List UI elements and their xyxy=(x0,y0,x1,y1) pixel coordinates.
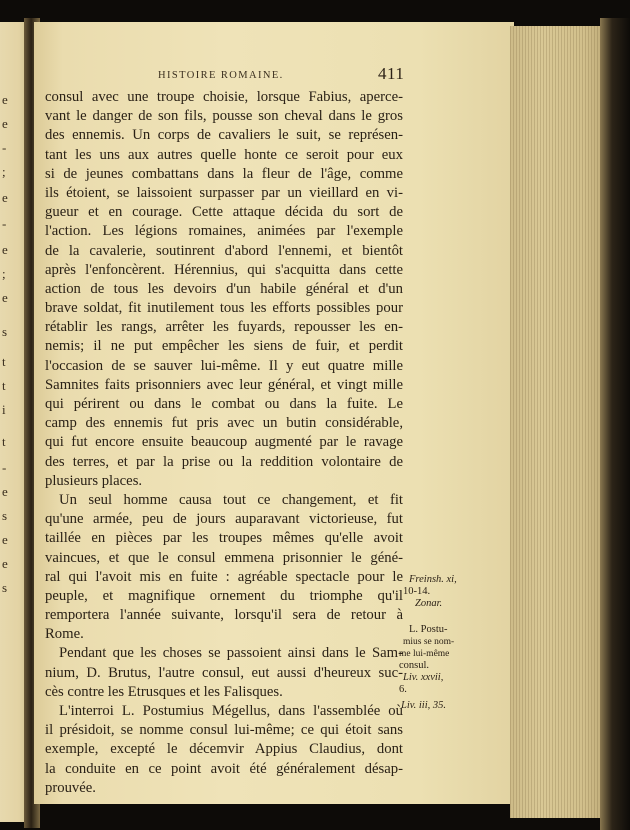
margin-note-line: 10-14. xyxy=(403,586,431,597)
text-line: consul avec une troupe choisie, lorsque Fabius, aperce- xyxy=(45,89,403,105)
margin-note-line: Liv. iii, 35. xyxy=(401,700,447,711)
text-line: de la cavalerie, soutinrent d'abord l'ennemi, et bientôt xyxy=(45,242,403,259)
left-page-fragment: e xyxy=(2,532,8,547)
text-line: tant les uns aux autres quelle honte ce seroit pour eux xyxy=(45,146,403,163)
running-head: HISTOIRE ROMAINE. xyxy=(158,70,284,81)
fore-edge-shadow xyxy=(600,18,630,830)
text-line: il présidoit, se nomme consul lui-même; ce qui étoit sans xyxy=(45,722,403,739)
text-line: nemis; il ne put empêcher les siens de fuir, et perdit xyxy=(45,338,403,355)
left-page-fragment: t xyxy=(2,378,6,393)
text-line: prouvée. xyxy=(45,779,96,796)
margin-note-line: L. Postu- xyxy=(409,624,448,635)
text-line: la conduite en ce point avoit été généralement désap- xyxy=(45,760,403,777)
text-line: des terres, et par la prise ou la reddition volontaire de xyxy=(45,453,403,470)
text-line: brave soldat, fit inutilement tous les efforts possibles pour xyxy=(45,300,403,317)
margin-note-freinsheim xyxy=(403,574,493,610)
text-line: l'occasion de se sauver lui-même. Il y eut quatre mille xyxy=(45,357,403,374)
text-line: après l'enfoncèrent. Hérennius, qui s'acquitta dans cette xyxy=(45,261,403,278)
text-line: qui périrent ou dans le combat ou dans la fuite. Le xyxy=(45,396,403,412)
text-line: cès contre les Etrusques et les Falisques. xyxy=(45,683,283,700)
left-page-fragment: t xyxy=(2,354,6,369)
text-line: ral qui l'avoit mis en fuite : agréable spectacle pour le xyxy=(45,568,403,585)
text-line: Pendant que les choses se passoient ainsi dans le Sam- xyxy=(59,645,403,662)
text-line: rétablir les rangs, arrêter les fuyards, repousser les en- xyxy=(45,319,403,336)
paragraph xyxy=(45,702,403,798)
paragraph xyxy=(45,491,403,645)
margin-note-line: Freinsh. xi, xyxy=(409,574,457,585)
left-page-fragment: t xyxy=(2,434,6,449)
text-line: Samnites faits prisonniers avec leur général, et vingt mille xyxy=(45,376,403,393)
left-page-fragment: s xyxy=(2,580,8,595)
left-page-fragment: - xyxy=(2,460,7,475)
text-line: plusieurs places. xyxy=(45,472,143,489)
text-line: ils étoient, se laissoient surpasser par un vieillard en vi- xyxy=(45,184,403,201)
left-page-fragment: - xyxy=(2,216,7,231)
left-page-fragment: s xyxy=(2,508,8,523)
margin-note-line: mius se nom- xyxy=(403,637,455,647)
fore-edge xyxy=(510,26,614,818)
left-page-fragment: - xyxy=(2,140,7,155)
left-page-fragment: e xyxy=(2,484,8,499)
margin-note-line: consul. xyxy=(399,660,430,671)
margin-note-line: 6. xyxy=(399,684,407,695)
margin-note-line: me lui-même xyxy=(399,649,450,659)
page-number: 411 xyxy=(378,64,405,83)
text-line: remportera l'année suivante, lorsqu'il sera de retour à xyxy=(45,607,403,624)
left-page-fragment: e xyxy=(2,190,8,205)
text-line: Rome. xyxy=(45,626,84,643)
text-line: L'interroi L. Postumius Mégellus, dans l'assemblée où xyxy=(59,703,403,719)
body-text xyxy=(45,88,403,798)
left-page-fragment: e xyxy=(2,556,8,571)
margin-note-postumius xyxy=(399,624,491,712)
text-line: Un seul homme causa tout ce changement, et fit xyxy=(59,491,403,508)
left-page-fragment: e xyxy=(2,242,8,257)
text-line: si de jeunes combattans dans la fleur de l'âge, comme xyxy=(45,165,403,182)
text-line: action de tous les devoirs d'un habile général et d'un xyxy=(45,280,403,297)
paragraph xyxy=(45,88,403,491)
text-line: nium, D. Brutus, l'autre consul, eut aussi d'heureux suc- xyxy=(45,664,403,681)
text-line: qu'une armée, peu de jours auparavant victorieuse, fut xyxy=(45,511,403,528)
text-line: qui fut encore ensuite beaucoup augmenté par le ravage xyxy=(45,434,403,451)
left-page-fragment: e xyxy=(2,92,8,107)
text-line: vant le danger de son fils, pousse son cheval dans le gros xyxy=(45,108,403,125)
margin-note-line: Liv. xxvii, xyxy=(403,672,444,683)
text-line: exemple, excepté le décemvir Appius Claudius, dont xyxy=(45,741,403,758)
text-line: peuple, et magnifique ornement du triomphe qu'il xyxy=(45,587,403,604)
left-page-fragment: e xyxy=(2,116,8,131)
margin-note-line: Zonar. xyxy=(415,598,443,609)
text-line: camp des ennemis fut pris avec un butin considérable, xyxy=(45,415,403,432)
left-page-fragment: s xyxy=(2,324,8,339)
text-line: l'action. Les légions romaines, animées par l'exemple xyxy=(45,223,403,240)
text-line: des ennemis. Un corps de cavaliers le suit, se représen- xyxy=(45,127,403,144)
left-page-fragment: i xyxy=(2,402,6,417)
left-page-fragment: e xyxy=(2,290,8,305)
text-line: gueur et en courage. Cette attaque décida du sort de xyxy=(45,204,403,221)
paragraph xyxy=(45,644,403,702)
text-line: taillée en pièces par les troupes mêmes qu'elle avoit xyxy=(45,530,403,547)
left-page-fragment: ; xyxy=(2,266,6,281)
text-line: vaincues, et que le consul emmena prisonnier le géné- xyxy=(45,549,403,566)
left-page-fragment: ; xyxy=(2,164,6,179)
